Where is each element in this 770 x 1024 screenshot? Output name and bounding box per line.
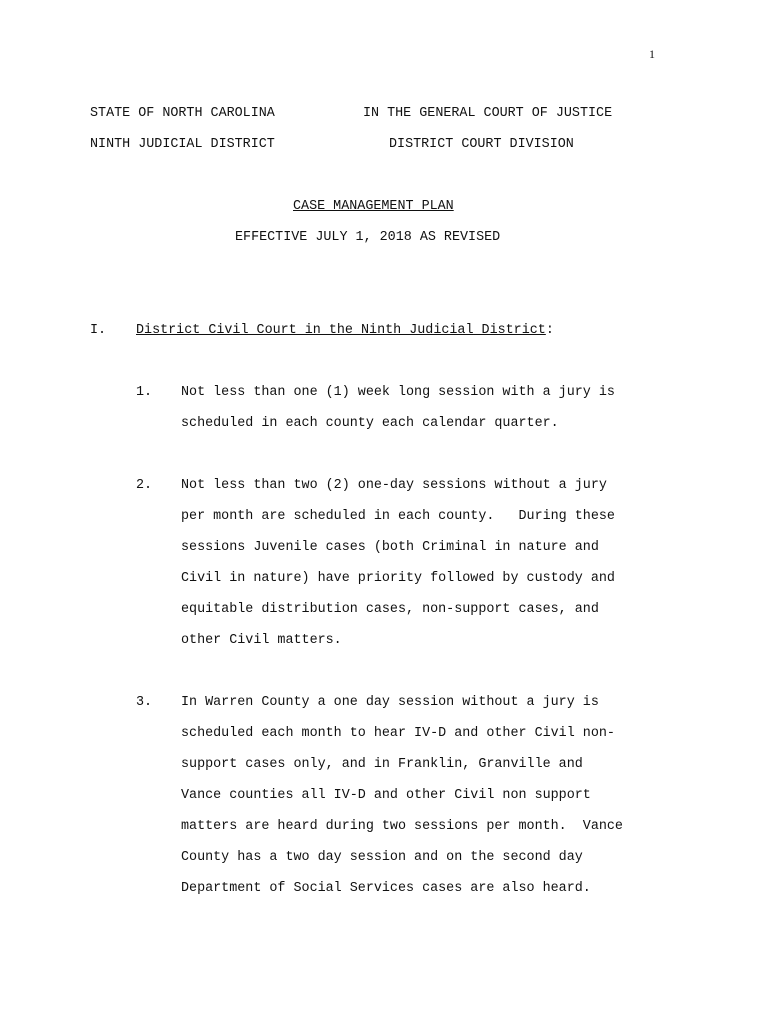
- page-number: 1: [649, 47, 655, 61]
- caption-state: STATE OF NORTH CAROLINA: [90, 106, 275, 121]
- item-number: 2.: [136, 478, 153, 493]
- item-number: 1.: [136, 385, 153, 400]
- caption-court: IN THE GENERAL COURT OF JUSTICE: [363, 106, 613, 121]
- section-numeral: I.: [90, 323, 107, 338]
- item-text-line: equitable distribution cases, non-support cases, and: [181, 602, 599, 617]
- caption-district: NINTH JUDICIAL DISTRICT: [90, 137, 275, 152]
- document-title: CASE MANAGEMENT PLAN: [293, 199, 454, 214]
- item-number: 3.: [136, 695, 153, 710]
- item-text-line: Civil in nature) have priority followed by custody and: [181, 571, 615, 586]
- item-text-line: per month are scheduled in each county. During these: [181, 509, 615, 524]
- item-text-line: County has a two day session and on the second day: [181, 850, 583, 865]
- item-text-line: Not less than one (1) week long session with a jury is: [181, 385, 615, 400]
- item-text-line: matters are heard during two sessions per month. Vance: [181, 819, 623, 834]
- caption-division: DISTRICT COURT DIVISION: [389, 137, 574, 152]
- item-text-line: sessions Juvenile cases (both Criminal in nature and: [181, 540, 599, 555]
- item-text-line: support cases only, and in Franklin, Granville and: [181, 757, 583, 772]
- item-text-line: In Warren County a one day session without a jury is: [181, 695, 599, 710]
- item-text-line: Vance counties all IV-D and other Civil non support: [181, 788, 591, 803]
- item-text-line: scheduled each month to hear IV-D and other Civil non-: [181, 726, 615, 741]
- section-title-colon: :: [545, 323, 554, 338]
- document-subtitle: EFFECTIVE JULY 1, 2018 AS REVISED: [235, 230, 501, 245]
- item-text-line: scheduled in each county each calendar quarter.: [181, 416, 559, 431]
- item-text-line: other Civil matters.: [181, 633, 342, 648]
- item-text-line: Department of Social Services cases are also heard.: [181, 881, 591, 896]
- item-text-line: Not less than two (2) one-day sessions without a jury: [181, 478, 607, 493]
- section-title: District Civil Court in the Ninth Judicial District: [136, 323, 546, 338]
